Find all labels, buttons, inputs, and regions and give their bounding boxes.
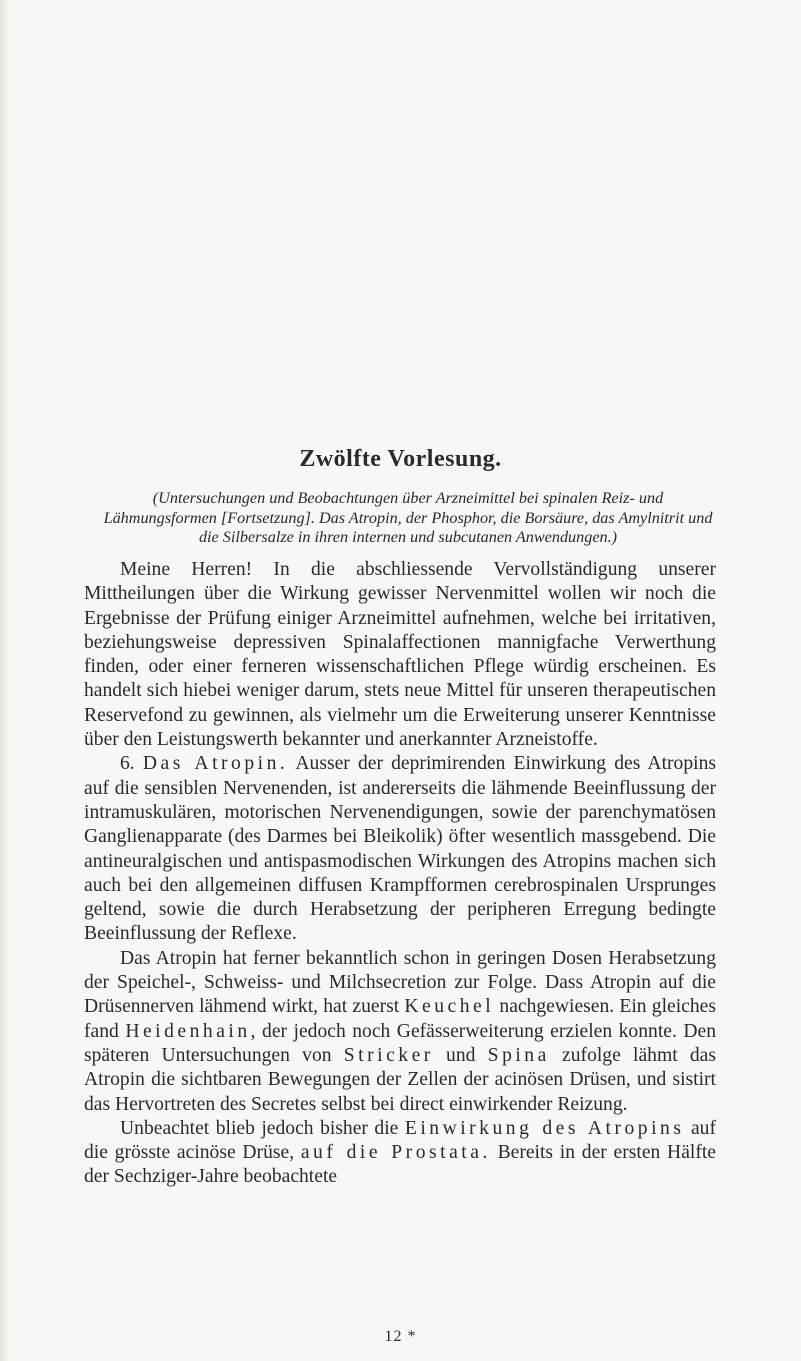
author-name-keuchel: Keuchel — [404, 996, 495, 1018]
paragraph-4-text-c: Bereits in der ersten Hälfte der Sechziger-Jahre beobachtete — [84, 1142, 717, 1188]
page-number: 12 * — [384, 1328, 417, 1345]
paragraph-2-text: Ausser der deprimirenden Einwirkung des Atropins auf die sensiblen Nervenenden, ist andererseits die lähmende Beeinflussung der intramuskulären, motorischen Nervenendigungen, sowie der parenchymatösen Ganglienapparate (des Darmes bei Bleikolik) öfter wesentlich massgebend. Die antineuralgischen und antispasmodischen Wirkungen des Atropins machen sich auch bei den allgemeinen diffusen Krampfformen cerebrospinalen Ursprunges geltend, sowie die durch Herabsetzung der peripheren Erregung bedingte Beeinflussung der Reflexe. — [84, 753, 717, 945]
page-edge-shadow — [0, 0, 10, 1361]
lecture-summary: (Untersuchungen und Beobachtungen über Arzneimittel bei spinalen Reiz- und Lähmungsformen [Fortsetzung]. Das Atropin, der Phosphor, die Borsäure, das Amylnitrit und die Silbersalze in ihren internen und subcutanen Anwendungen.) — [103, 489, 713, 546]
paragraph-3-text-a: Das Atropin hat ferner bekanntlich schon in geringen Dosen Herabsetzung der Speichel-, Schweiss- und Milchsecretion zur Folge. Dass Atropin auf die Drüsennerven lähmend wirkt, hat zuerst — [84, 947, 716, 1018]
paragraph-3 — [84, 947, 716, 1117]
section-number: 6. — [120, 753, 135, 775]
paragraph-3-text-b: nachgewiesen. Ein gleiches fand — [84, 996, 716, 1042]
paragraph-3-text-c: , der jedoch noch Gefässerweiterung erzielen konnte. Den späteren Untersuchungen von — [84, 1020, 716, 1066]
section-heading: Das Atropin. — [142, 753, 289, 775]
author-name-heidenhain: Heidenhain — [125, 1020, 251, 1042]
emphasis-atropin-effect: Einwirkung des Atropins — [404, 1117, 685, 1139]
paragraph-3-text-e: zufolge lähmt das Atropin die sichtbaren Bewegungen der Zellen der acinösen Drüsen, und sistirt das Hervortreten des Secretes selbst bei direct einwirkender Reizung. — [84, 1044, 716, 1115]
emphasis-prostata: auf die Prostata. — [300, 1142, 491, 1164]
body-text — [84, 558, 716, 1190]
page-title: Zwölfte Vorlesung. — [299, 446, 502, 472]
paragraph-3-text-d: und — [446, 1044, 476, 1066]
paragraph-4-text-a: Unbeachtet blieb jedoch bisher die — [120, 1117, 399, 1139]
paragraph-4-text-b: auf die grösste acinöse Drüse, — [84, 1117, 716, 1164]
paragraph-2 — [84, 752, 716, 946]
author-name-stricker: Stricker — [343, 1044, 434, 1066]
paragraph-1: Meine Herren! In die abschliessende Vervollständigung unserer Mittheilungen über die Wirkung gewisser Nervenmittel wollen wir noch die Ergebnisse der Prüfung einiger Arzneimittel aufnehmen, welche bei irritativen, beziehungsweise depressiven Spinalaffectionen mannigfache Verwerthung finden, oder einer ferneren wissenschaftlichen Pflege würdig erscheinen. Es handelt sich hiebei weniger darum, stets neue Mittel für unseren therapeutischen Reservefond zu gewinnen, als vielmehr um die Erweiterung unserer Kenntnisse über den Leistungswerth bekannter und anerkannter Arzneistoffe. — [84, 559, 716, 751]
paragraph-4 — [84, 1117, 716, 1190]
author-name-spina: Spina — [487, 1044, 550, 1066]
